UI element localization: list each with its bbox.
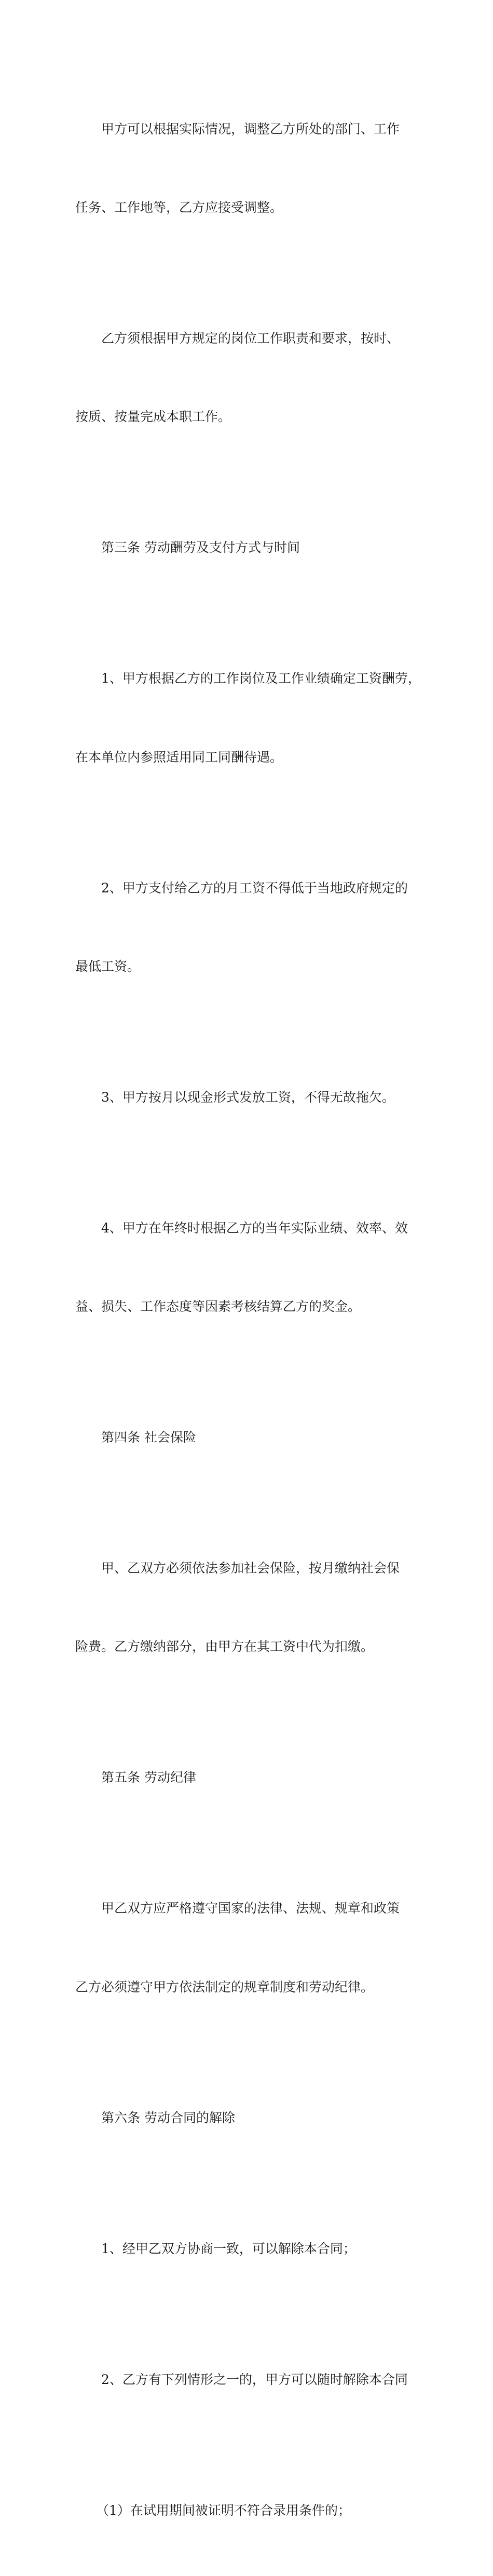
article-5-heading (75, 1713, 423, 1843)
text-line: 2、乙方有下列情形之一的，甲方可以随时解除本合同 (101, 2371, 408, 2387)
text-line: 任务、工作地等，乙方应接受调整。 (75, 200, 283, 215)
text-line: 甲、乙双方必须依法参加社会保险，按月缴纳社会保 (101, 1561, 400, 1576)
heading-text: 第四条 社会保险 (101, 1430, 196, 1445)
text-line: 4、甲方在年终时根据乙方的当年实际业绩、效率、效 (101, 1220, 408, 1236)
paragraph-adjust-department (75, 64, 423, 273)
text-line: 乙方必须遵守甲方依法制定的规章制度和劳动纪律。 (75, 1979, 374, 1995)
text-line: （1）在试用期间被证明不符合录用条件的； (96, 2502, 351, 2518)
text-line: 在本单位内参照适用同工同酬待遇。 (75, 749, 283, 765)
text-line: 乙方须根据甲方规定的岗位工作职责和要求，按时、 (101, 331, 400, 346)
article-4-heading (75, 1372, 423, 1503)
paragraph-3-1 (75, 614, 423, 823)
heading-text: 第三条 劳动酬劳及支付方式与时间 (101, 540, 300, 555)
paragraph-job-duties (75, 273, 423, 482)
text-line: 甲方可以根据实际情况，调整乙方所处的部门、工作 (101, 121, 400, 137)
paragraph-3-4 (75, 1163, 423, 1372)
paragraph-6-2 (75, 2314, 423, 2445)
text-line: 3、甲方按月以现金形式发放工资，不得无故拖欠。 (101, 1089, 395, 1105)
text-line: 按质、按量完成本职工作。 (75, 409, 231, 425)
article-6-heading (75, 2053, 423, 2184)
paragraph-4-insurance (75, 1503, 423, 1712)
heading-text: 第五条 劳动纪律 (101, 1770, 196, 1785)
paragraph-5-discipline (75, 1843, 423, 2053)
text-line: 险费。乙方缴纳部分，由甲方在其工资中代为扣缴。 (75, 1639, 374, 1655)
paragraph-6-1 (75, 2184, 423, 2314)
paragraph-6-2-item-1 (75, 2445, 423, 2576)
text-line: 1、经甲乙双方协商一致，可以解除本合同； (101, 2241, 356, 2256)
text-line: 1、甲方根据乙方的工作岗位及工作业绩确定工资酬劳， (101, 671, 421, 686)
text-line: 2、甲方支付给乙方的月工资不得低于当地政府规定的 (101, 880, 408, 896)
text-line: 益、损失、工作态度等因素考核结算乙方的奖金。 (75, 1299, 361, 1314)
text-line: 最低工资。 (75, 958, 141, 974)
contract-text (75, 64, 423, 2576)
heading-text: 第六条 劳动合同的解除 (101, 2110, 235, 2125)
text-line: 甲乙双方应严格遵守国家的法律、法规、规章和政策 (101, 1901, 400, 1916)
article-3-heading (75, 483, 423, 614)
paragraph-3-3 (75, 1032, 423, 1163)
paragraph-3-2 (75, 823, 423, 1032)
